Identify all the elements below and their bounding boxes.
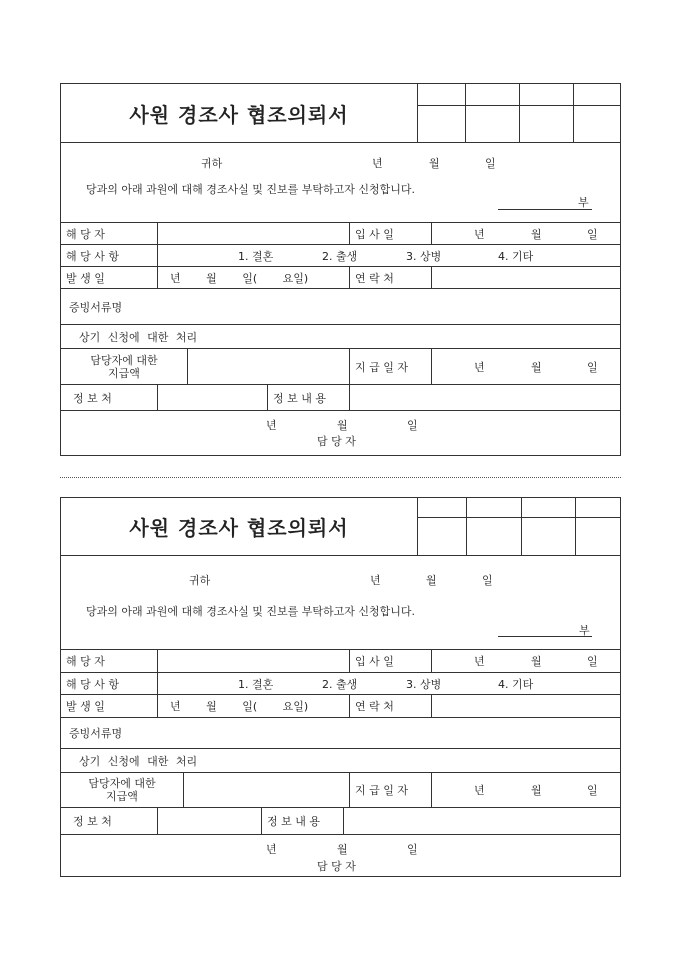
- occur-row: [61, 694, 620, 717]
- contact-field[interactable]: [431, 695, 620, 717]
- to-label: 귀하: [189, 574, 211, 587]
- manager-row: 년 월 일 담 당 자: [61, 834, 620, 876]
- manager-row: 년 월 일 담 당 자: [61, 410, 620, 455]
- info-row: [61, 807, 620, 834]
- process-label: 상기 신청에 대한 처리: [79, 754, 198, 768]
- matter-label: 해 당 사 항: [66, 677, 119, 691]
- contact-label: 연 락 처: [349, 267, 431, 288]
- form-title: 사원 경조사 협조의뢰서: [129, 516, 349, 540]
- request-text: 당과의 아래 과원에 대해 경조사실 및 진보를 부탁하고자 신청합니다.: [86, 605, 415, 618]
- cut-line: [60, 477, 621, 478]
- dept-label: 부: [579, 624, 590, 637]
- info-content-field[interactable]: [349, 385, 620, 410]
- option-birth[interactable]: 2. 출생: [322, 249, 358, 263]
- approval-box: [417, 498, 620, 555]
- info-content-field[interactable]: [343, 808, 620, 834]
- manager-label: 담 당 자: [317, 435, 356, 448]
- join-date-field[interactable]: 년 월 일: [431, 650, 620, 672]
- request-text: 당과의 아래 과원에 대해 경조사실 및 진보를 부탁하고자 신청합니다.: [86, 183, 415, 196]
- person-field[interactable]: [157, 650, 349, 672]
- manager-label: 담 당 자: [317, 860, 356, 873]
- pay-date-field[interactable]: 년 월 일: [431, 773, 620, 807]
- matter-options[interactable]: [157, 673, 620, 694]
- pay-date-field[interactable]: 년 월 일: [431, 349, 620, 384]
- person-field[interactable]: [157, 223, 349, 244]
- occur-label: 발 생 일: [66, 700, 105, 713]
- pay-date-label: 지 급 일 자: [349, 773, 431, 807]
- process-row: [61, 324, 620, 348]
- request-form-1: [60, 83, 621, 456]
- option-illness[interactable]: 3. 상병: [406, 249, 442, 263]
- info-place-field[interactable]: [157, 385, 267, 410]
- option-marriage[interactable]: 1. 결혼: [238, 677, 274, 691]
- option-illness[interactable]: 3. 상병: [406, 677, 442, 691]
- info-place-label: 정 보 처: [73, 391, 112, 405]
- occur-date-field[interactable]: 년 월 일( 요일): [157, 695, 349, 717]
- matter-row: [61, 244, 620, 266]
- info-row: [61, 384, 620, 410]
- info-content-label: 정 보 내 용: [261, 808, 343, 834]
- join-date-label: 입 사 일: [349, 650, 431, 672]
- request-form-2: [60, 497, 621, 877]
- day-label: 일: [482, 574, 493, 587]
- year-label: 년: [370, 574, 381, 587]
- process-label: 상기 신청에 대한 처리: [79, 330, 198, 344]
- month-label: 월: [426, 574, 437, 587]
- matter-options[interactable]: [157, 245, 620, 266]
- option-other[interactable]: 4. 기타: [498, 249, 534, 263]
- year-label: 년: [372, 157, 383, 170]
- info-place-label: 정 보 처: [73, 815, 112, 828]
- amount-row: [61, 772, 620, 807]
- person-row: [61, 649, 620, 672]
- person-label: 해 당 자: [66, 227, 105, 241]
- amount-row: [61, 348, 620, 384]
- occur-date-field[interactable]: 년 월 일( 요일): [157, 267, 349, 288]
- join-date-field[interactable]: 년 월 일: [431, 223, 620, 244]
- amount-label: 담당자에 대한 지급액: [90, 353, 158, 380]
- title-row: [61, 84, 620, 142]
- day-label: 일: [485, 157, 496, 170]
- request-block: [61, 142, 620, 222]
- dept-label: 부: [578, 196, 589, 209]
- docs-field[interactable]: 증빙서류명: [69, 300, 123, 314]
- amount-field[interactable]: [183, 773, 349, 807]
- docs-field[interactable]: 증빙서류명: [69, 727, 123, 740]
- person-label: 해 당 자: [66, 655, 105, 668]
- approval-box: [417, 84, 620, 142]
- option-other[interactable]: 4. 기타: [498, 677, 534, 691]
- person-row: [61, 222, 620, 244]
- option-birth[interactable]: 2. 출생: [322, 677, 358, 691]
- title-row: [61, 498, 620, 555]
- request-block: [61, 555, 620, 649]
- matter-row: [61, 672, 620, 694]
- amount-label: 담당자에 대한 지급액: [88, 777, 156, 803]
- docs-row: [61, 717, 620, 748]
- form-title: 사원 경조사 협조의뢰서: [129, 102, 349, 127]
- docs-row: [61, 288, 620, 324]
- option-marriage[interactable]: 1. 결혼: [238, 249, 274, 263]
- info-content-label: 정 보 내 용: [267, 385, 349, 410]
- contact-label: 연 락 처: [349, 695, 431, 717]
- info-place-field[interactable]: [157, 808, 261, 834]
- join-date-label: 입 사 일: [349, 223, 431, 244]
- pay-date-label: 지 급 일 자: [349, 349, 431, 384]
- contact-field[interactable]: [431, 267, 620, 288]
- to-label: 귀하: [201, 157, 223, 170]
- amount-field[interactable]: [187, 349, 349, 384]
- process-row: [61, 748, 620, 772]
- occur-row: [61, 266, 620, 288]
- occur-label: 발 생 일: [66, 271, 105, 285]
- month-label: 월: [429, 157, 440, 170]
- matter-label: 해 당 사 항: [66, 249, 119, 263]
